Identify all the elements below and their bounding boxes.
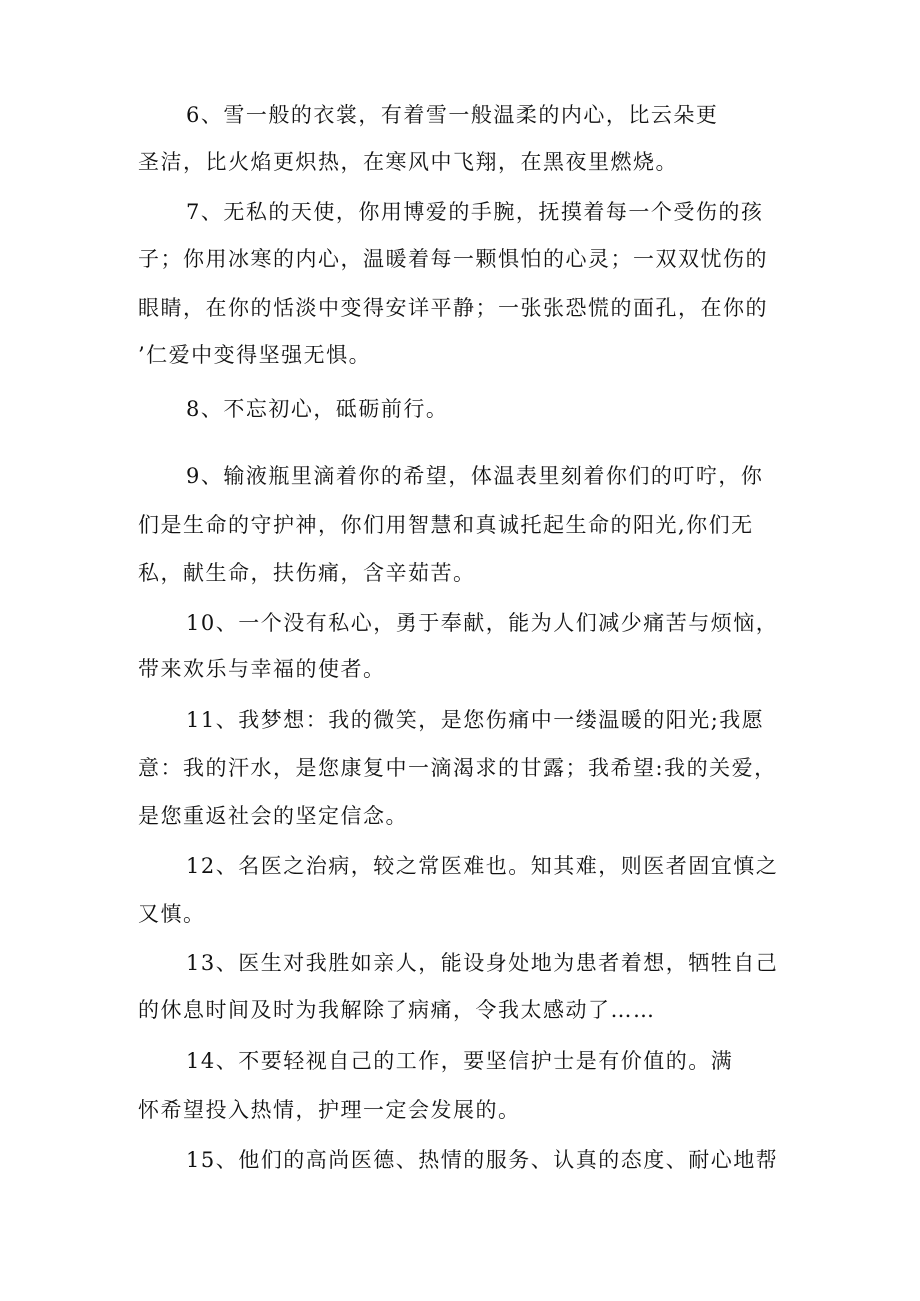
item-14-line-1: 14、不要轻视自己的工作，要坚信护士是有价值的。满	[186, 1049, 734, 1073]
item-9-line-3: 私，献生命，扶伤痛，含辛茹苦。	[138, 561, 476, 585]
item-12-line-1: 12、名医之治病，较之常医难也。知其难，则医者固宜慎之	[186, 854, 779, 878]
item-10-line-1: 10、一个没有私心，勇于奉献，能为人们减少痛苦与烦恼，	[186, 611, 779, 635]
item-14-line-2: 怀希望投入热情，护理一定会发展的。	[138, 1098, 521, 1122]
item-6-line-1: 6、雪一般的衣裳，有着雪一般温柔的内心，比云朵更	[186, 103, 719, 127]
item-9-line-1: 9、输液瓶里滴着你的希望，体温表里刻着你们的叮咛，你	[186, 464, 764, 488]
item-8-line-1: 8、不忘初心，砥砺前行。	[186, 397, 449, 421]
item-9-line-2: 们是生命的守护神，你们用智慧和真诚托起生命的阳光,你们无	[138, 513, 754, 537]
item-11-line-1: 11、我梦想：我的微笑，是您伤痛中一缕温暖的阳光;我愿	[186, 708, 765, 732]
item-11-line-3: 是您重返社会的坚定信念。	[138, 804, 408, 828]
item-15-line-1: 15、他们的高尚医德、热情的服务、认真的态度、耐心地帮	[186, 1148, 779, 1172]
item-11-line-2: 意：我的汗水，是您康复中一滴渴求的甘露；我希望:我的关爱，	[138, 756, 777, 780]
item-13-line-1: 13、医生对我胜如亲人，能设身处地为患者着想，牺牲自己	[186, 951, 779, 975]
item-12-line-2: 又慎。	[138, 902, 206, 926]
item-10-line-2: 带来欢乐与幸福的使者。	[138, 657, 386, 681]
item-7-line-3: 眼睛，在你的恬淡中变得安详平静；一张张恐慌的面孔，在你的	[138, 296, 768, 320]
item-13-line-2: 的休息时间及时为我解除了病痛，令我太感动了……	[138, 998, 656, 1022]
item-7-line-1: 7、无私的天使，你用博爱的手腕，抚摸着每一个受伤的孩	[186, 200, 764, 224]
item-7-line-4: ’仁爱中变得坚强无惧。	[138, 343, 372, 367]
item-6-line-2: 圣洁，比火焰更炽热，在寒风中飞翔，在黑夜里燃烧。	[138, 150, 678, 174]
item-7-line-2: 子；你用冰寒的内心，温暖着每一颗惧怕的心灵；一双双忧伤的	[138, 247, 768, 271]
